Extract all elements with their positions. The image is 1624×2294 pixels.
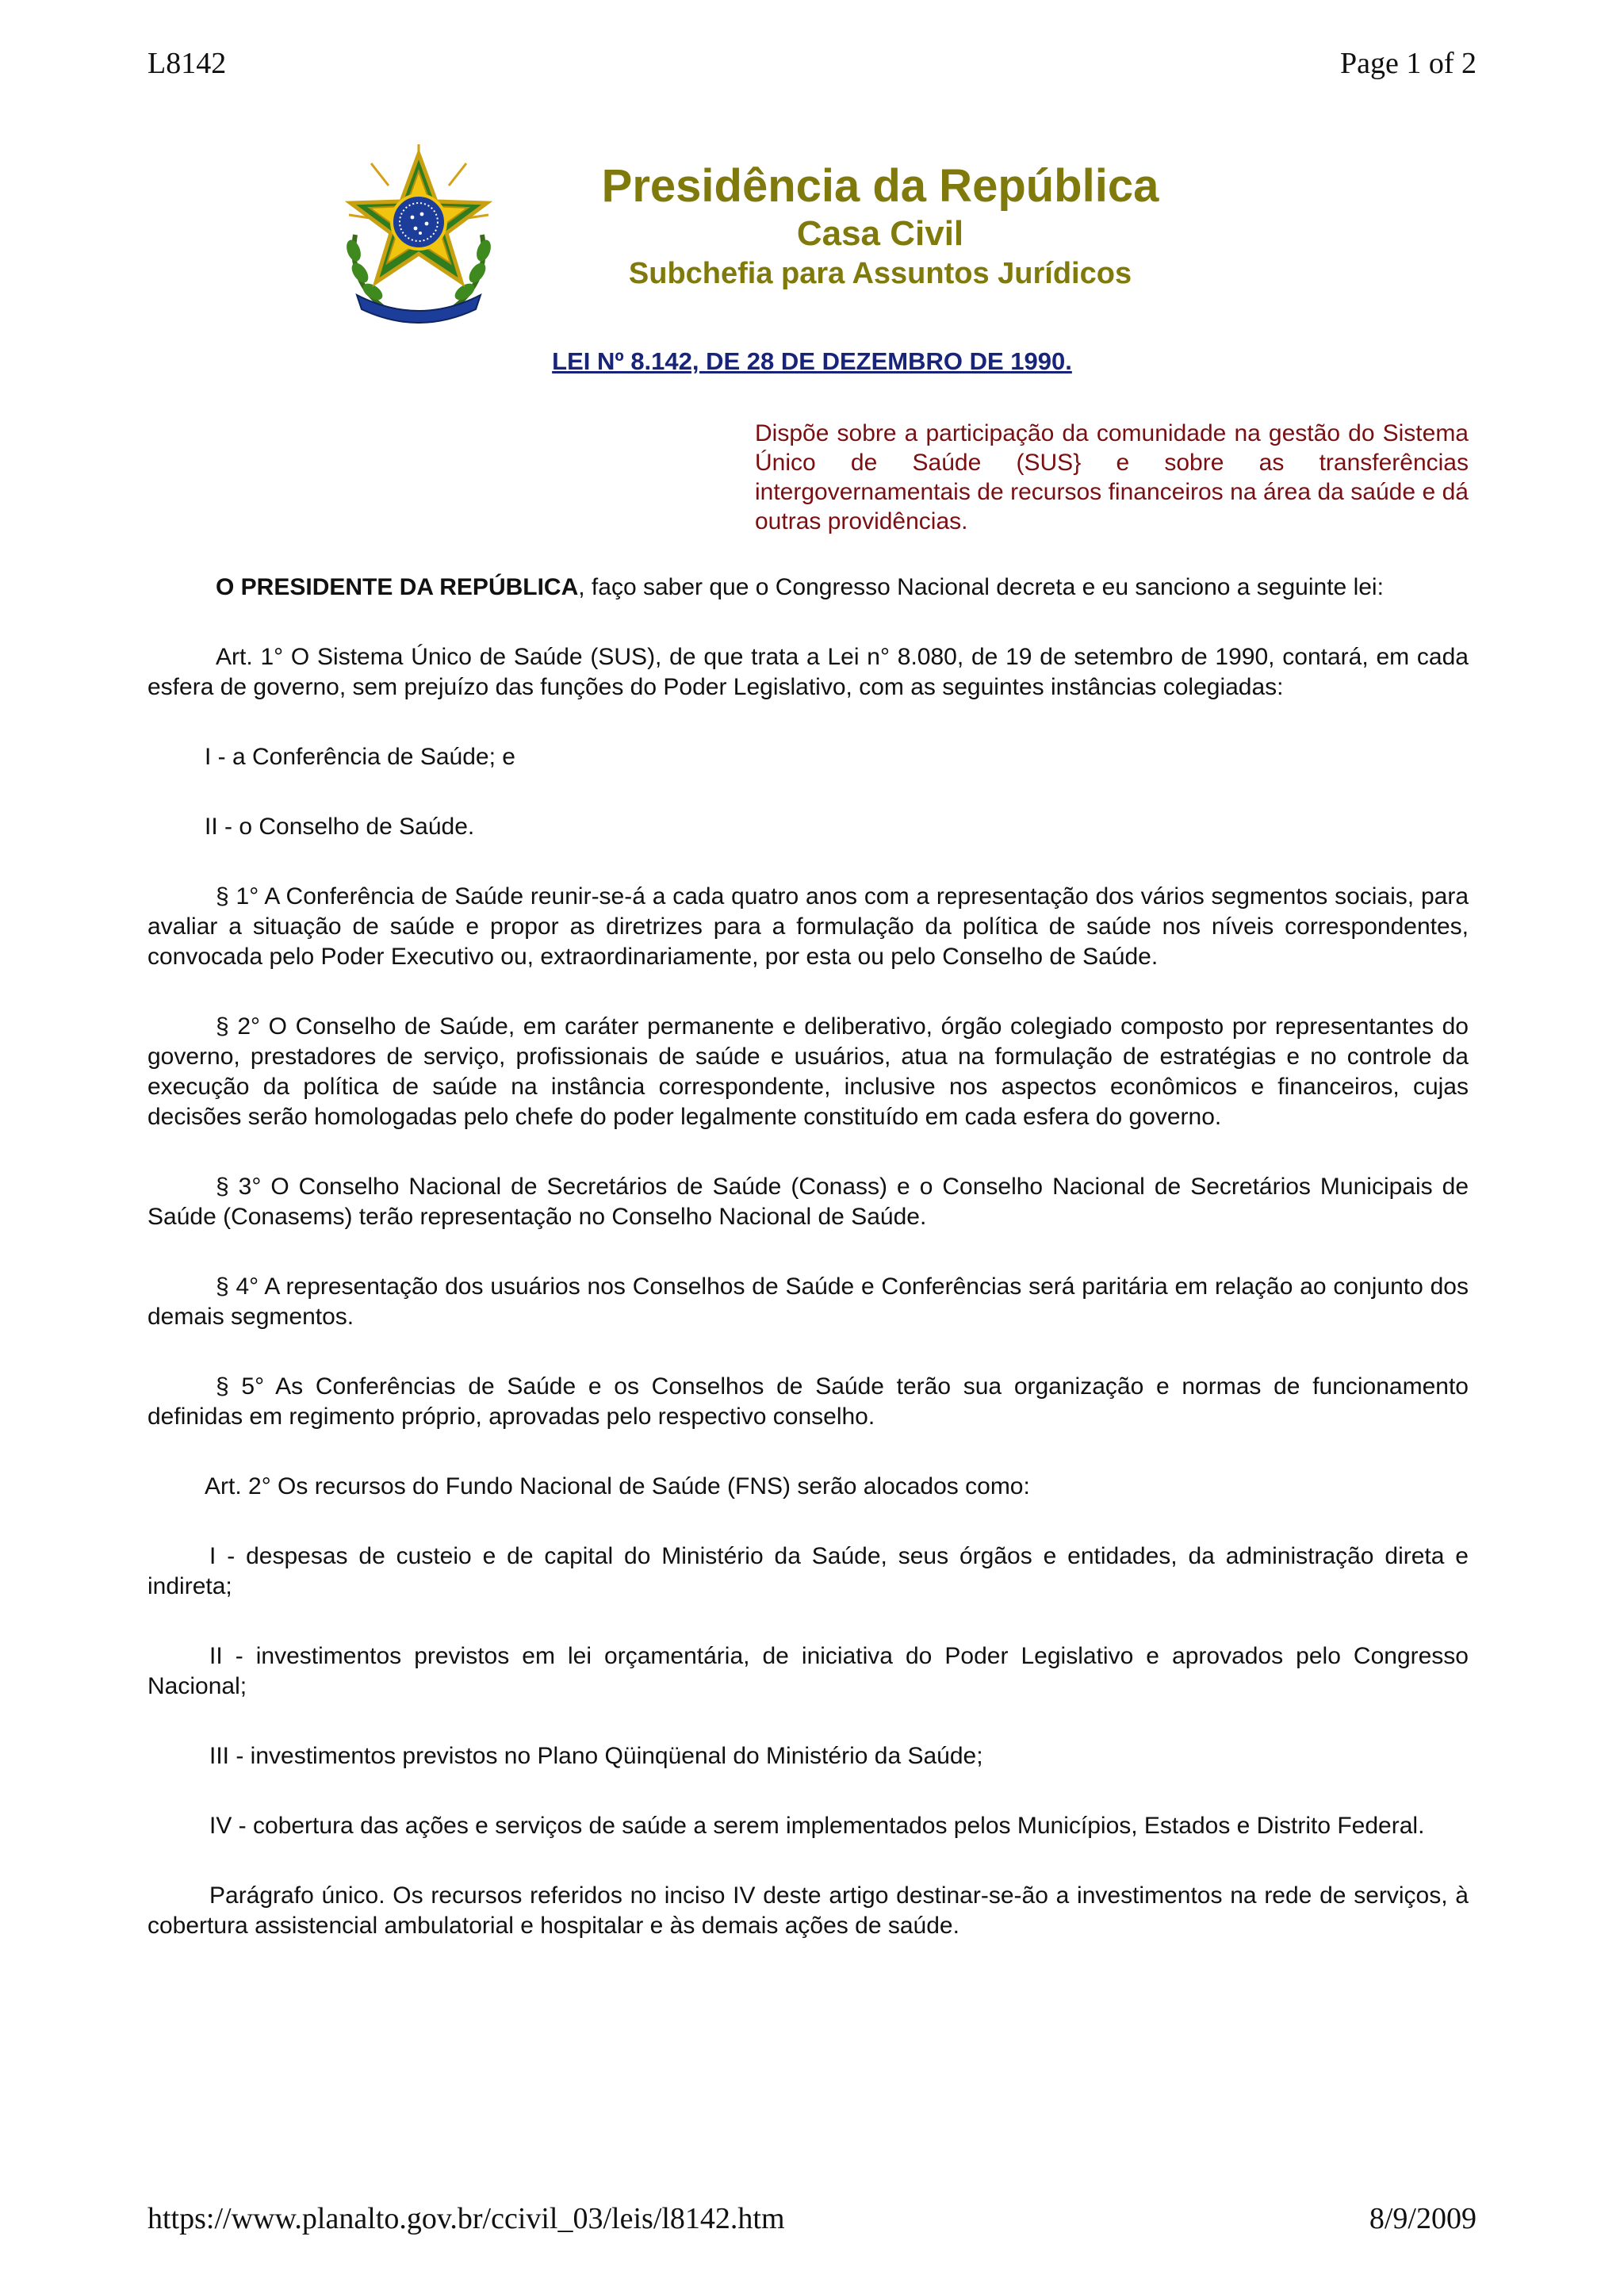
coat-of-arms-icon xyxy=(339,140,498,324)
print-footer xyxy=(147,2201,1477,2236)
article-2-item-i: I - despesas de custeio e de capital do Ministério da Saúde, seus órgãos e entidades, da administração direta e indireta; xyxy=(147,1543,1469,1599)
article-1-paragraph-1: § 1° A Conferência de Saúde reunir-se-á a cada quatro anos com a representação dos vários segmentos sociais, para avaliar a situação de saúde e propor as diretrizes para a formulação da política de saúde nos níveis correspondentes, convocada pelo Poder Executivo ou, extraordinariamente, por esta ou pelo Conselho de Saúde. xyxy=(147,883,1469,970)
article-1-paragraph-5: § 5° As Conferências de Saúde e os Conselhos de Saúde terão sua organização e normas de funcionamento definidas em regimento próprio, aprovadas pelo respectivo conselho. xyxy=(147,1373,1469,1430)
doc-id: L8142 xyxy=(147,47,227,80)
law-summary: Dispõe sobre a participação da comunidade na gestão do Sistema Único de Saúde (SUS} e sobre as transferências intergovernamentais de recursos financeiros na área da saúde e dá outras providências. xyxy=(755,420,1469,534)
preamble-bold: O PRESIDENTE DA REPÚBLICA xyxy=(216,574,579,600)
preamble xyxy=(147,573,1469,603)
article-1: Art. 1° O Sistema Único de Saúde (SUS), de que trata a Lei n° 8.080, de 19 de setembro de 1990, contará, em cada esfera de governo, sem prejuízo das funções do Poder Legislativo, com as seguintes instâncias colegiadas: xyxy=(147,644,1469,700)
article-2: Art. 2° Os recursos do Fundo Nacional de Saúde (FNS) serão alocados como: xyxy=(205,1473,1030,1499)
article-2-item-iii: III - investimentos previstos no Plano Qüinqüenal do Ministério da Saúde; xyxy=(209,1743,983,1769)
article-1-item-ii: II - o Conselho de Saúde. xyxy=(205,814,475,840)
article-2-item-iv: IV - cobertura das ações e serviços de saúde a serem implementados pelos Municípios, Estados e Distrito Federal. xyxy=(209,1813,1425,1839)
law-body xyxy=(147,573,1469,1981)
article-1-paragraph-4: § 4° A representação dos usuários nos Conselhos de Saúde e Conferências será paritária em relação ao conjunto dos demais segmentos. xyxy=(147,1273,1469,1330)
law-title-link[interactable]: LEI Nº 8.142, DE 28 DE DEZEMBRO DE 1990. xyxy=(552,347,1072,375)
article-2-item-ii: II - investimentos previstos em lei orçamentária, de iniciativa do Poder Legislativo e aprovados pelo Congresso Nacional; xyxy=(147,1643,1469,1699)
article-1-item-i: I - a Conferência de Saúde; e xyxy=(205,744,515,770)
institution-subtitle-2: Subchefia para Assuntos Jurídicos xyxy=(628,257,1132,290)
institution-subtitle: Casa Civil xyxy=(796,214,964,253)
preamble-rest: , faço saber que o Congresso Nacional decreta e eu sanciono a seguinte lei: xyxy=(578,574,1384,600)
article-1-paragraph-3: § 3° O Conselho Nacional de Secretários de Saúde (Conass) e o Conselho Nacional de Secretários Municipais de Saúde (Conasems) terão representação no Conselho Nacional de Saúde. xyxy=(147,1174,1469,1230)
article-1-paragraph-2: § 2° O Conselho de Saúde, em caráter permanente e deliberativo, órgão colegiado composto por representantes do governo, prestadores de serviço, profissionais de saúde e usuários, atua na formulação de estratégias e no controle da execução da política de saúde na instância correspondente, inclusive nos aspectos econômicos e financeiros, cujas decisões serão homologadas pelo chefe do poder legalmente constituído em cada esfera do governo. xyxy=(147,1013,1469,1130)
print-date: 8/9/2009 xyxy=(1369,2202,1477,2235)
article-2-sole-paragraph: Parágrafo único. Os recursos referidos no inciso IV deste artigo destinar-se-ão a investimentos na rede de serviços, à cobertura assistencial ambulatorial e hospitalar e às demais ações de saúde. xyxy=(147,1882,1469,1939)
institution-header xyxy=(523,159,1237,293)
page-label: Page 1 of 2 xyxy=(1339,47,1477,80)
source-url: https://www.planalto.gov.br/ccivil_03/leis/l8142.htm xyxy=(147,2202,785,2235)
institution-title: Presidência da República xyxy=(601,160,1159,212)
print-header xyxy=(147,46,1477,81)
